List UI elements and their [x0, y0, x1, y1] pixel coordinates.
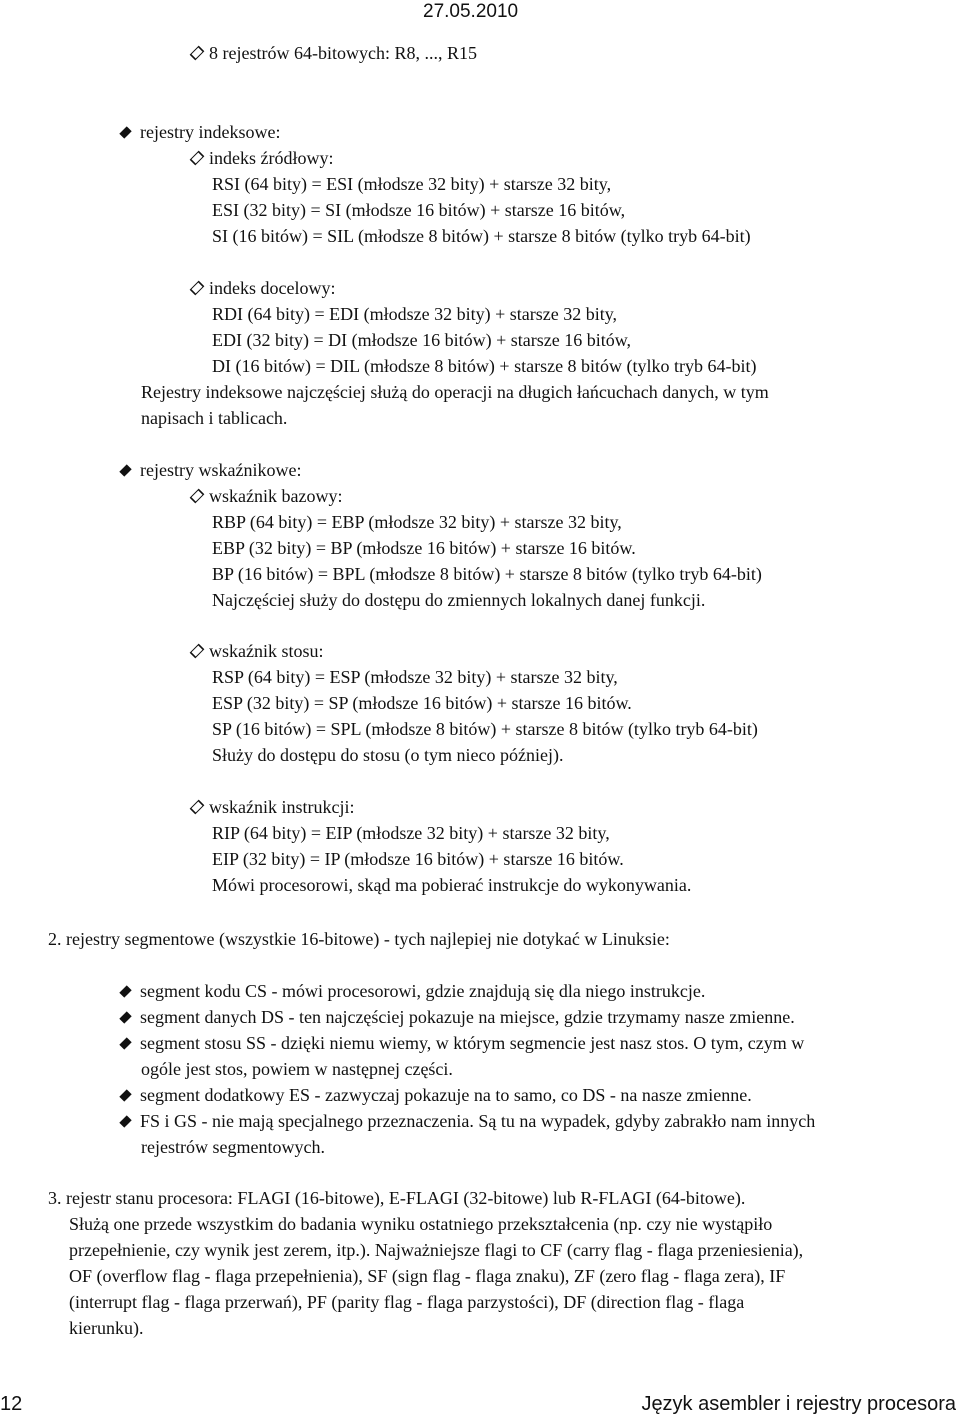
text-line [141, 407, 287, 429]
line-text: DI (16 bitów) = DIL (młodsze 8 bitów) + starsze 8 bitów (tylko tryb 64-bit) [212, 356, 757, 376]
line-text: RSP (64 bity) = ESP (młodsze 32 bity) + starsze 32 bity, [212, 667, 618, 687]
line-text: RIP (64 bity) = EIP (młodsze 32 bity) + starsze 32 bity, [212, 823, 610, 843]
line-text: BP (16 bitów) = BPL (młodsze 8 bitów) + starsze 8 bitów (tylko tryb 64-bit) [212, 564, 762, 584]
text-line [69, 1291, 744, 1313]
text-line [212, 563, 762, 585]
bullet-item [122, 1032, 804, 1054]
text-line [212, 692, 632, 714]
text-line [212, 537, 636, 559]
line-text: EIP (32 bity) = IP (młodsze 16 bitów) + starsze 16 bitów. [212, 849, 624, 869]
line-text: segment dodatkowy ES - zazwyczaj pokazuje na to samo, co DS - na nasze zmienne. [140, 1085, 752, 1105]
line-text: FS i GS - nie mają specjalnego przeznaczenia. Są tu na wypadek, gdyby zabrakło nam innych [140, 1111, 816, 1131]
filled-diamond-bullet-icon [119, 1115, 131, 1127]
sub-bullet-item [193, 277, 335, 299]
text-line [69, 1317, 143, 1339]
text-line [212, 744, 563, 766]
bullet-item [122, 1006, 795, 1028]
line-text: segment stosu SS - dzięki niemu wiemy, w którym segmencie jest nasz stos. O tym, czym w [140, 1033, 805, 1053]
text-line [212, 199, 625, 221]
text-line [48, 928, 670, 950]
text-line [212, 511, 622, 533]
line-text: 3. rejestr stanu procesora: FLAGI (16-bitowe), E-FLAGI (32-bitowe) lub R-FLAGI (64-bitowe). [48, 1188, 746, 1208]
line-text: RDI (64 bity) = EDI (młodsze 32 bity) + starsze 32 bity, [212, 304, 618, 324]
line-text: RBP (64 bity) = EBP (młodsze 32 bity) + starsze 32 bity, [212, 512, 622, 532]
text-line [212, 874, 691, 896]
text-line [69, 1265, 785, 1287]
line-text: Mówi procesorowi, skąd ma pobierać instrukcje do wykonywania. [212, 875, 692, 895]
text-line [212, 848, 624, 870]
bullet-item [122, 459, 301, 481]
text-line [141, 1136, 325, 1158]
line-text: RSI (64 bity) = ESI (młodsze 32 bity) + starsze 32 bity, [212, 174, 612, 194]
line-text: Służy do dostępu do stosu (o tym nieco później). [212, 745, 564, 765]
line-text: SP (16 bitów) = SPL (młodsze 8 bitów) + starsze 8 bitów (tylko tryb 64-bit) [212, 719, 758, 739]
text-line [141, 1058, 453, 1080]
hollow-diamond-bullet-icon [190, 46, 205, 61]
text-line [212, 303, 617, 325]
line-text: ogóle jest stos, powiem w następnej części. [141, 1059, 453, 1079]
filled-diamond-bullet-icon [119, 1037, 131, 1049]
hollow-diamond-bullet-icon [190, 281, 205, 296]
hollow-diamond-bullet-icon [190, 151, 205, 166]
text-line [212, 718, 758, 740]
line-text: 8 rejestrów 64-bitowych: R8, ..., R15 [209, 43, 477, 63]
sub-bullet-item [193, 42, 477, 64]
line-text: segment danych DS - ten najczęściej pokazuje na miejsce, gdzie trzymamy nasze zmienne. [140, 1007, 795, 1027]
filled-diamond-bullet-icon [119, 1089, 131, 1101]
text-line [212, 173, 611, 195]
line-text: indeks docelowy: [209, 278, 336, 298]
line-text: rejestrów segmentowych. [141, 1137, 325, 1157]
text-line [212, 589, 705, 611]
text-line [69, 1239, 803, 1261]
filled-diamond-bullet-icon [119, 1011, 131, 1023]
line-text: SI (16 bitów) = SIL (młodsze 8 bitów) + starsze 8 bitów (tylko tryb 64-bit) [212, 226, 751, 246]
hollow-diamond-bullet-icon [190, 644, 205, 659]
line-text: ESP (32 bity) = SP (młodsze 16 bitów) + starsze 16 bitów. [212, 693, 632, 713]
bullet-item [122, 1084, 752, 1106]
sub-bullet-item [193, 147, 333, 169]
bullet-item [122, 1110, 815, 1132]
line-text: (interrupt flag - flaga przerwań), PF (parity flag - flaga parzystości), DF (direction flag - flaga [69, 1292, 745, 1312]
line-text: 2. rejestry segmentowe (wszystkie 16-bitowe) - tych najlepiej nie dotykać w Linuksie: [48, 929, 670, 949]
line-text: rejestry indeksowe: [140, 122, 281, 142]
line-text: OF (overflow flag - flaga przepełnienia), SF (sign flag - flaga znaku), ZF (zero flag - flaga zera), IF [69, 1266, 786, 1286]
footer-title: Język asembler i rejestry procesora [641, 1393, 956, 1415]
sub-bullet-item [193, 796, 354, 818]
line-text: rejestry wskaźnikowe: [140, 460, 302, 480]
text-line [212, 666, 618, 688]
line-text: wskaźnik instrukcji: [209, 797, 355, 817]
line-text: segment kodu CS - mówi procesorowi, gdzie znajdują się dla niego instrukcje. [140, 981, 706, 1001]
bullet-item [122, 980, 705, 1002]
text-line [212, 822, 610, 844]
line-text: Służą one przede wszystkim do badania wyniku ostatniego przekształcenia (np. czy nie wystąpiło [69, 1214, 773, 1234]
text-line [212, 225, 751, 247]
line-text: indeks źródłowy: [209, 148, 334, 168]
line-text: wskaźnik stosu: [209, 641, 324, 661]
line-text: EBP (32 bity) = BP (młodsze 16 bitów) + starsze 16 bitów. [212, 538, 636, 558]
filled-diamond-bullet-icon [119, 464, 131, 476]
filled-diamond-bullet-icon [119, 985, 131, 997]
page-date: 27.05.2010 [423, 1, 519, 22]
text-line [48, 1187, 745, 1209]
sub-bullet-item [193, 485, 342, 507]
page-number: 12 [0, 1393, 23, 1415]
filled-diamond-bullet-icon [119, 126, 131, 138]
line-text: przepełnienie, czy wynik jest zerem, itp.). Najważniejsze flagi to CF (carry flag - flaga przeniesienia), [69, 1240, 804, 1260]
line-text: Najczęściej służy do dostępu do zmiennych lokalnych danej funkcji. [212, 590, 706, 610]
text-line [141, 381, 769, 403]
bullet-item [122, 121, 280, 143]
text-line [212, 329, 631, 351]
line-text: wskaźnik bazowy: [209, 486, 343, 506]
line-text: EDI (32 bity) = DI (młodsze 16 bitów) + starsze 16 bitów, [212, 330, 632, 350]
line-text: ESI (32 bity) = SI (młodsze 16 bitów) + starsze 16 bitów, [212, 200, 626, 220]
line-text: kierunku). [69, 1318, 144, 1338]
hollow-diamond-bullet-icon [190, 800, 205, 815]
line-text: napisach i tablicach. [141, 408, 288, 428]
hollow-diamond-bullet-icon [190, 489, 205, 504]
line-text: Rejestry indeksowe najczęściej służą do operacji na długich łańcuchach danych, w tym [141, 382, 769, 402]
text-line [69, 1213, 772, 1235]
sub-bullet-item [193, 640, 324, 662]
text-line [212, 355, 757, 377]
